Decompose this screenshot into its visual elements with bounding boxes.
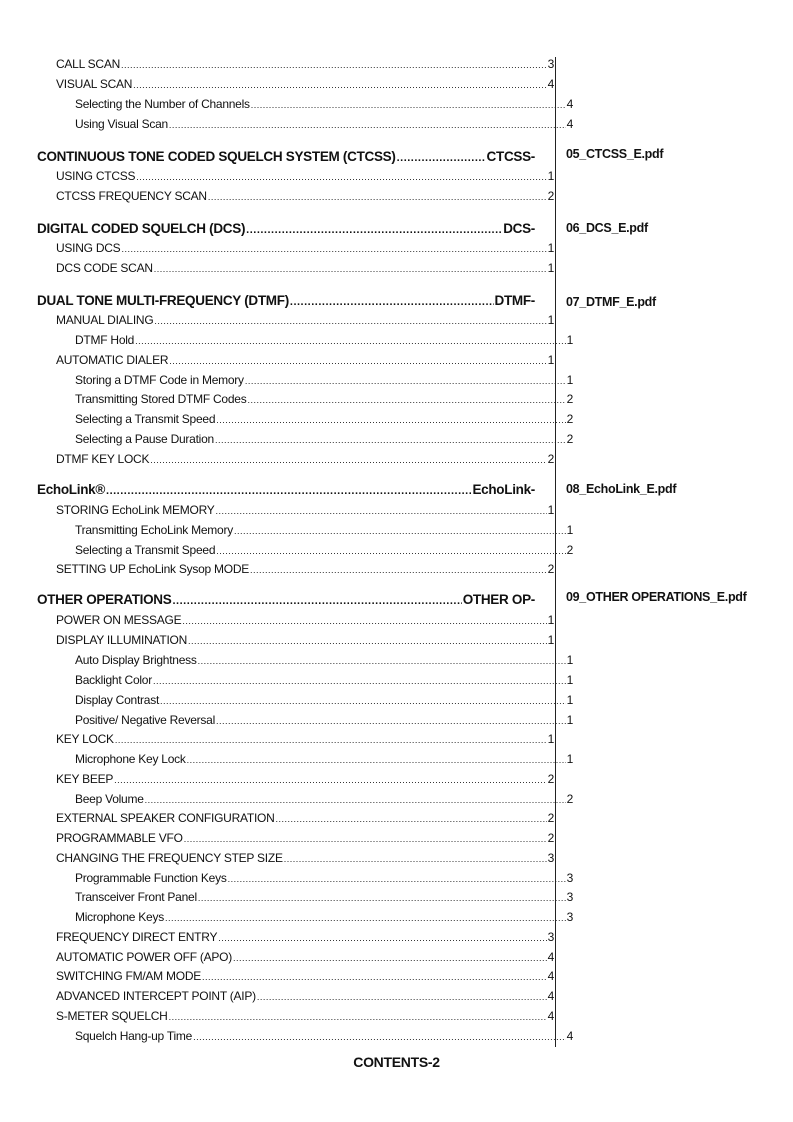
toc-entry[interactable] (37, 829, 554, 845)
leader-dots (397, 152, 486, 164)
toc-page: 3 (566, 890, 573, 904)
toc-label: AUTOMATIC DIALER (56, 353, 169, 367)
toc-label: DIGITAL CODED SQUELCH (DCS) (37, 221, 246, 236)
toc-page: 4 (547, 1009, 554, 1023)
toc-label: AUTOMATIC POWER OFF (APO) (56, 950, 232, 964)
toc-section-heading[interactable] (37, 292, 535, 308)
leader-dots (136, 171, 546, 183)
leader-dots (121, 243, 546, 255)
toc-entry[interactable] (37, 888, 573, 904)
leader-dots (106, 485, 471, 497)
toc-entry[interactable] (37, 651, 573, 667)
toc-label: DTMF Hold (75, 333, 135, 347)
leader-dots (135, 335, 565, 347)
leader-dots (216, 414, 565, 426)
toc-entry[interactable] (37, 450, 554, 466)
toc-label: DISPLAY ILLUMINATION (56, 633, 188, 647)
file-link-echolink[interactable]: 08_EchoLink_E.pdf (566, 482, 677, 496)
toc-entry[interactable] (37, 809, 554, 825)
toc-page: 2 (547, 452, 554, 466)
toc-entry[interactable] (37, 371, 573, 387)
toc-label: OTHER OPERATIONS (37, 592, 172, 607)
leader-dots (233, 952, 547, 964)
toc-page: 1 (547, 732, 554, 746)
toc-entry[interactable] (37, 770, 554, 786)
toc-entry[interactable] (37, 631, 554, 647)
toc-page: DCS- (503, 221, 535, 236)
toc-label: Beep Volume (75, 792, 144, 806)
toc-label: CHANGING THE FREQUENCY STEP SIZE (56, 851, 283, 865)
toc-label: Squelch Hang-up Time (75, 1029, 193, 1043)
toc-label: ADVANCED INTERCEPT POINT (AIP) (56, 989, 256, 1003)
leader-dots (202, 971, 547, 983)
toc-label: Backlight Color (75, 673, 152, 687)
toc-label: USING DCS (56, 241, 121, 255)
toc-label: Programmable Function Keys (75, 871, 227, 885)
toc-page: 4 (566, 1029, 573, 1043)
toc-entry[interactable] (37, 560, 554, 576)
toc-page: 4 (547, 950, 554, 964)
toc-page: 1 (566, 373, 573, 387)
toc-entry[interactable] (37, 351, 554, 367)
toc-label: Positive/ Negative Reversal (75, 713, 215, 727)
leader-dots (150, 454, 546, 466)
leader-dots (257, 991, 547, 1003)
toc-label: KEY LOCK (56, 732, 114, 746)
toc-page: 1 (547, 241, 554, 255)
toc-entry[interactable] (37, 611, 554, 627)
leader-dots (290, 296, 494, 308)
toc-label: Selecting a Transmit Speed (75, 412, 216, 426)
toc-entry[interactable] (37, 55, 554, 71)
toc-page: 1 (566, 333, 573, 347)
leader-dots (172, 595, 461, 607)
leader-dots (154, 315, 546, 327)
toc-page: 1 (547, 503, 554, 517)
toc-label: Selecting a Pause Duration (75, 432, 214, 446)
toc-label: CONTINUOUS TONE CODED SQUELCH SYSTEM (CTCSS) (37, 149, 396, 164)
leader-dots (188, 635, 547, 647)
toc-page: 1 (566, 653, 573, 667)
toc-label: PROGRAMMABLE VFO (56, 831, 183, 845)
toc-label: SETTING UP EchoLink Sysop MODE (56, 562, 250, 576)
toc-entry[interactable] (37, 1027, 573, 1043)
toc-page: 3 (547, 930, 554, 944)
toc-page: 3 (547, 57, 554, 71)
toc-label: Selecting a Transmit Speed (75, 543, 216, 557)
toc-entry[interactable] (37, 691, 573, 707)
toc-label: Using Visual Scan (75, 117, 168, 131)
toc-section-heading[interactable] (37, 591, 535, 607)
toc-label: CTCSS FREQUENCY SCAN (56, 189, 207, 203)
toc-entry[interactable] (37, 987, 554, 1003)
toc-entry[interactable] (37, 311, 554, 327)
toc-page: CTCSS- (486, 149, 535, 164)
toc-label: CALL SCAN (56, 57, 120, 71)
toc-entry[interactable] (37, 331, 573, 347)
leader-dots (198, 892, 566, 904)
leader-dots (154, 263, 547, 275)
toc-label: EXTERNAL SPEAKER CONFIGURATION (56, 811, 275, 825)
leader-dots (245, 375, 566, 387)
leader-dots (160, 695, 566, 707)
toc-label: KEY BEEP (56, 772, 114, 786)
toc-page: 4 (547, 989, 554, 1003)
leader-dots (251, 99, 566, 111)
toc-page: DTMF- (494, 293, 535, 308)
toc-entry[interactable] (37, 115, 573, 131)
toc-page: 4 (547, 969, 554, 983)
leader-dots (208, 191, 547, 203)
toc-entry[interactable] (37, 908, 573, 924)
leader-dots (169, 119, 566, 131)
toc-entry[interactable] (37, 948, 554, 964)
toc-label: Microphone Key Lock (75, 752, 186, 766)
file-link-dtmf[interactable]: 07_DTMF_E.pdf (566, 295, 656, 309)
toc-page: OTHER OP- (462, 592, 535, 607)
leader-dots (215, 434, 566, 446)
toc-page: 3 (566, 910, 573, 924)
toc-page: 4 (566, 117, 573, 131)
toc-label: DUAL TONE MULTI-FREQUENCY (DTMF) (37, 293, 289, 308)
toc-label: STORING EchoLink MEMORY (56, 503, 215, 517)
toc-label: Microphone Keys (75, 910, 164, 924)
leader-dots (228, 873, 566, 885)
toc-page: 2 (566, 412, 573, 426)
toc-entry[interactable] (37, 541, 573, 557)
toc-entry[interactable] (37, 790, 573, 806)
leader-dots (121, 59, 547, 71)
toc-label: EchoLink® (37, 482, 106, 497)
toc-page: 1 (547, 633, 554, 647)
toc-label: POWER ON MESSAGE (56, 613, 182, 627)
leader-dots (165, 912, 566, 924)
column-divider (555, 57, 556, 1047)
leader-dots (216, 545, 565, 557)
toc-page: 1 (547, 261, 554, 275)
file-link-ctcss[interactable]: 05_CTCSS_E.pdf (566, 147, 664, 161)
leader-dots (250, 564, 547, 576)
toc-page: 1 (566, 752, 573, 766)
toc-page: 2 (566, 543, 573, 557)
leader-dots (133, 79, 546, 91)
toc-label: S-METER SQUELCH (56, 1009, 168, 1023)
leader-dots (114, 774, 546, 786)
toc-entry[interactable] (37, 239, 554, 255)
toc-page: 1 (566, 673, 573, 687)
toc-page: 3 (566, 871, 573, 885)
toc-label: USING CTCSS (56, 169, 136, 183)
leader-dots (284, 853, 547, 865)
toc-page: 1 (566, 693, 573, 707)
leader-dots (234, 525, 566, 537)
toc-page: 1 (566, 523, 573, 537)
toc-section-heading[interactable] (37, 481, 535, 497)
toc-page: 4 (547, 77, 554, 91)
leader-dots (169, 355, 546, 367)
toc-entry[interactable] (37, 390, 573, 406)
leader-dots (115, 734, 547, 746)
leader-dots (218, 932, 546, 944)
toc-page: 2 (547, 811, 554, 825)
leader-dots (198, 655, 566, 667)
leader-dots (246, 224, 502, 236)
toc-label: DTMF KEY LOCK (56, 452, 150, 466)
toc-entry[interactable] (37, 849, 554, 865)
toc-entry[interactable] (37, 671, 573, 687)
toc-section-heading[interactable] (37, 220, 535, 236)
toc-page: 1 (547, 613, 554, 627)
toc-entry[interactable] (37, 501, 554, 517)
toc-section-heading[interactable] (37, 148, 535, 164)
toc-page: 2 (547, 562, 554, 576)
toc-entry[interactable] (37, 730, 554, 746)
toc-label: FREQUENCY DIRECT ENTRY (56, 930, 218, 944)
toc-page: 2 (566, 432, 573, 446)
toc-entry[interactable] (37, 187, 554, 203)
toc-page: 2 (566, 392, 573, 406)
leader-dots (193, 1031, 565, 1043)
leader-dots (276, 813, 547, 825)
toc-label: Transceiver Front Panel (75, 890, 197, 904)
toc-label: Auto Display Brightness (75, 653, 197, 667)
toc-entry[interactable] (37, 75, 554, 91)
toc-entry[interactable] (37, 430, 573, 446)
leader-dots (216, 505, 547, 517)
toc-label: Display Contrast (75, 693, 160, 707)
toc-label: Transmitting Stored DTMF Codes (75, 392, 247, 406)
leader-dots (187, 754, 566, 766)
toc-entry[interactable] (37, 711, 573, 727)
toc-entry[interactable] (37, 521, 573, 537)
toc-label: VISUAL SCAN (56, 77, 133, 91)
toc-page: 1 (547, 313, 554, 327)
file-link-dcs[interactable]: 06_DCS_E.pdf (566, 221, 648, 235)
toc-label: Transmitting EchoLink Memory (75, 523, 233, 537)
leader-dots (182, 615, 546, 627)
toc-entry[interactable] (37, 259, 554, 275)
toc-page: 4 (566, 97, 573, 111)
toc-label: Selecting the Number of Channels (75, 97, 250, 111)
toc-page: 2 (547, 189, 554, 203)
toc-entry[interactable] (37, 750, 573, 766)
toc-page: 2 (547, 772, 554, 786)
toc-entry[interactable] (37, 928, 554, 944)
toc-entry[interactable] (37, 967, 554, 983)
toc-label: Storing a DTMF Code in Memory (75, 373, 244, 387)
leader-dots (153, 675, 566, 687)
toc-page: 3 (547, 851, 554, 865)
toc-entry[interactable] (37, 95, 573, 111)
toc-entry[interactable] (37, 167, 554, 183)
toc-page: 1 (547, 353, 554, 367)
toc-page: 2 (566, 792, 573, 806)
toc-label: SWITCHING FM/AM MODE (56, 969, 201, 983)
toc-entry[interactable] (37, 410, 573, 426)
toc-page: 2 (547, 831, 554, 845)
leader-dots (169, 1011, 547, 1023)
leader-dots (216, 715, 566, 727)
file-link-other-operations[interactable]: 09_OTHER OPERATIONS_E.pdf (566, 590, 747, 604)
toc-label: DCS CODE SCAN (56, 261, 153, 275)
toc-entry[interactable] (37, 869, 573, 885)
page-footer: CONTENTS-2 (353, 1054, 440, 1070)
leader-dots (247, 394, 565, 406)
toc-label: MANUAL DIALING (56, 313, 154, 327)
toc-entry[interactable] (37, 1007, 554, 1023)
leader-dots (145, 794, 566, 806)
leader-dots (184, 833, 547, 845)
toc-page: 1 (566, 713, 573, 727)
toc-page: 1 (547, 169, 554, 183)
toc-page: EchoLink- (472, 482, 535, 497)
